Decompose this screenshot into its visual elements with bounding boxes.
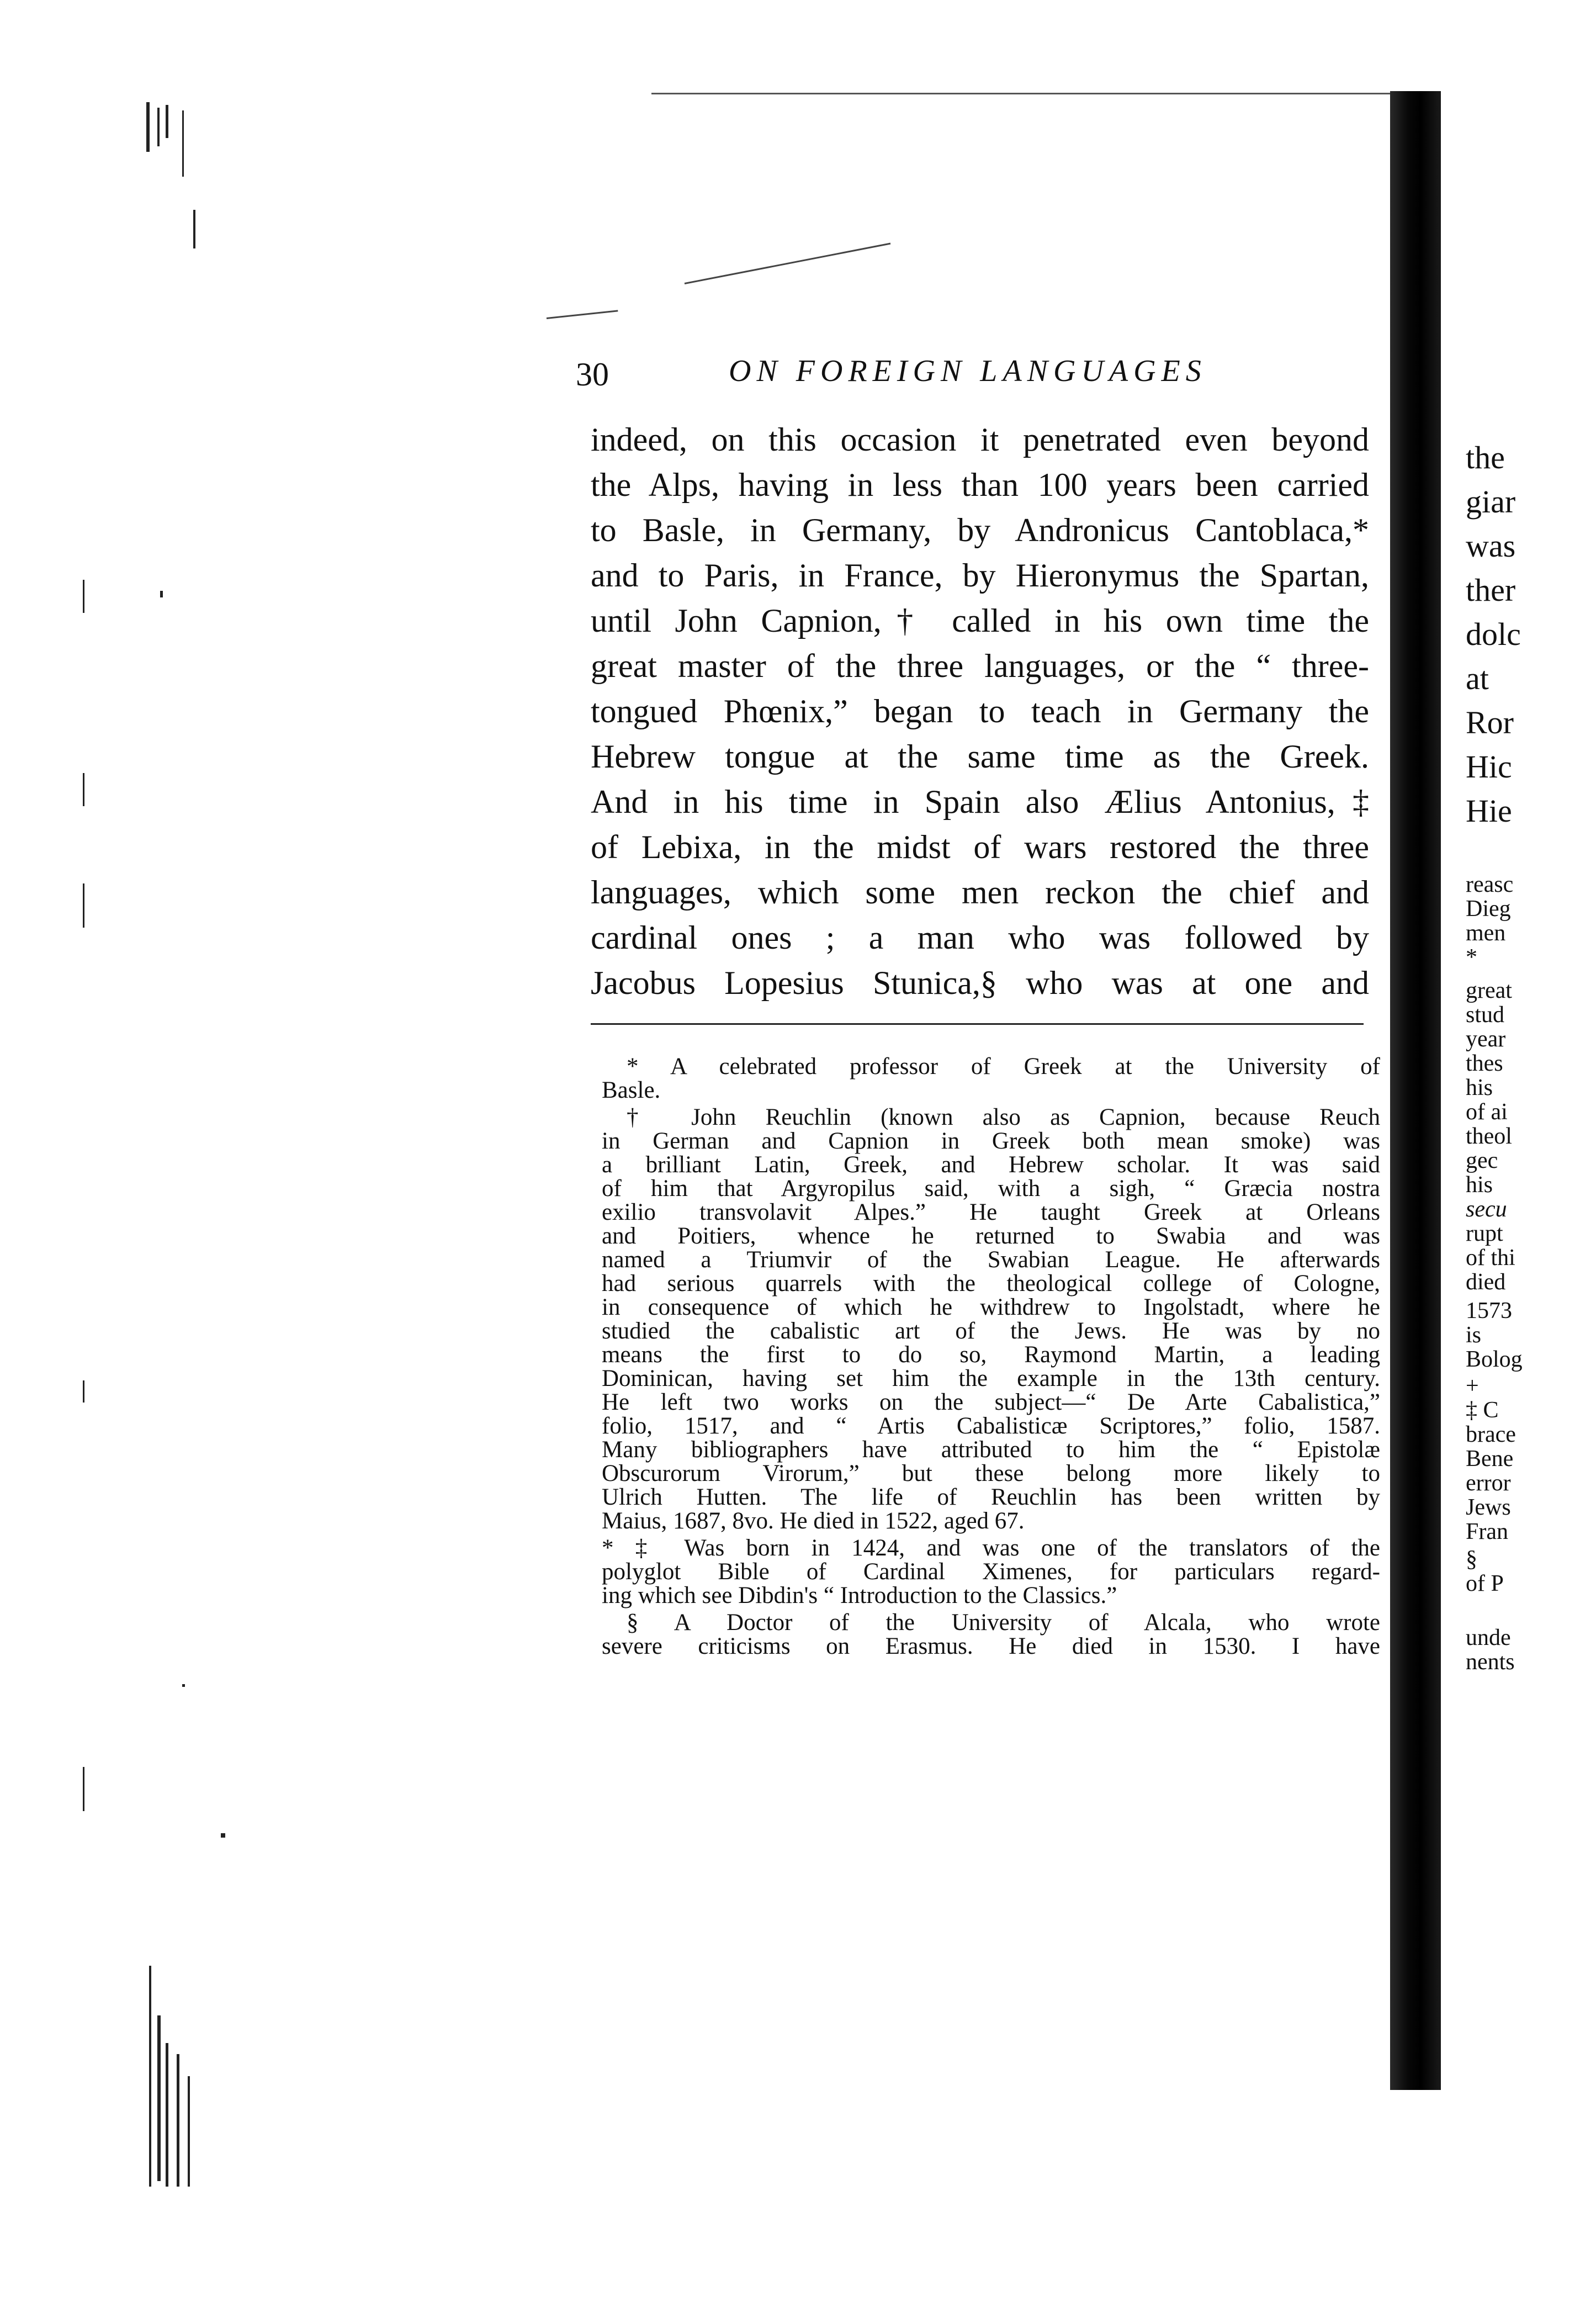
body-line: indeed, on this occasion it penetrated even beyond (591, 421, 1369, 458)
facing-line: 1573 (1466, 1298, 1512, 1324)
footnote-line: in consequence of which he withdrew to Ingolstadt, where he (602, 1294, 1380, 1320)
facing-line: nents (1466, 1649, 1515, 1675)
facing-line: Fran (1466, 1519, 1508, 1544)
footnote-line: exilio transvolavit Alpes.” He taught Greek at Orleans (602, 1199, 1380, 1225)
body-line: Hebrew tongue at the same time as the Greek. (591, 738, 1369, 775)
facing-line: his (1466, 1075, 1493, 1100)
footnote-line: Maius, 1687, 8vo. He died in 1522, aged 67. (602, 1508, 1025, 1534)
footnote-line: folio, 1517, and “ Artis Cabalisticæ Scriptores,” folio, 1587. (602, 1413, 1380, 1439)
scan-speck (166, 2043, 168, 2187)
footnote-line: and Poitiers, whence he returned to Swabia and was (602, 1223, 1380, 1249)
scan-speck (83, 1380, 84, 1403)
footnote-line: a brilliant Latin, Greek, and Hebrew scholar. It was said (602, 1152, 1380, 1178)
body-line: until John Capnion,† called in his own time the (591, 602, 1369, 639)
footnote-line: in German and Capnion in Greek both mean smoke) was (602, 1128, 1380, 1154)
facing-line: Bene (1466, 1446, 1514, 1472)
facing-line: gec (1466, 1148, 1498, 1173)
body-line: tongued Phœnix,” began to teach in Germany the (591, 693, 1369, 729)
facing-line: of ai (1466, 1099, 1508, 1125)
facing-line: error (1466, 1470, 1511, 1496)
footnote-line: He left two works on the subject—“ De Arte Cabalistica,” (602, 1389, 1380, 1415)
scan-speck (83, 883, 84, 928)
scan-line (547, 310, 618, 319)
body-line: to Basle, in Germany, by Andronicus Cantoblaca,* (591, 512, 1369, 548)
footnote-line: Basle. (602, 1077, 661, 1103)
facing-line: brace (1466, 1422, 1516, 1447)
facing-page-fragment (1466, 0, 1596, 2302)
scan-speck (177, 2054, 179, 2187)
footnote-line: means the first to do so, Raymond Martin, a leading (602, 1342, 1380, 1368)
scan-speck (188, 2076, 190, 2187)
page-number: 30 (576, 356, 609, 393)
facing-line: great (1466, 978, 1512, 1003)
footnote-line: § A Doctor of the University of Alcala, who wrote (627, 1610, 1380, 1636)
footnote-asterisk (602, 1055, 1380, 1102)
body-line: the Alps, having in less than 100 years been carried (591, 467, 1369, 503)
scan-speck (182, 1684, 185, 1687)
footnote-section (602, 1611, 1380, 1658)
facing-line: unde (1466, 1625, 1511, 1650)
footnote-line: * A celebrated professor of Greek at the University of (627, 1054, 1380, 1079)
footnote-line: Many bibliographers have attributed to him the “ Epistolæ (602, 1437, 1380, 1463)
scan-speck (157, 2015, 161, 2181)
facing-line: Hic (1466, 749, 1512, 785)
body-line: cardinal ones ; a man who was followed by (591, 919, 1369, 956)
footnote-line: severe criticisms on Erasmus. He died in 1530. I have (602, 1633, 1380, 1659)
footnote-double-dagger (602, 1536, 1380, 1607)
facing-line: + (1466, 1373, 1479, 1399)
facing-line: year (1466, 1026, 1506, 1052)
footnote-line: Obscurorum Virorum,” but these belong more likely to (602, 1460, 1380, 1486)
scan-speck (83, 580, 84, 613)
facing-line: his (1466, 1172, 1493, 1198)
footnote-line: had serious quarrels with the theological college of Cologne, (602, 1271, 1380, 1296)
scan-speck (193, 210, 195, 248)
body-line: great master of the three languages, or the “ three- (591, 648, 1369, 684)
footnote-line: Dominican, having set him the example in the 13th century. (602, 1366, 1380, 1391)
scan-speck (160, 591, 163, 597)
footnote-line: † John Reuchlin (known also as Capnion, because Reuch (627, 1104, 1380, 1130)
footnote-line: Ulrich Hutten. The life of Reuchlin has been written by (602, 1484, 1380, 1510)
body-line: And in his time in Spain also Ælius Antonius,‡ (591, 784, 1369, 820)
footnote-line: ing which see Dibdin's “ Introduction to the Classics.” (602, 1583, 1117, 1608)
footnote-line: named a Triumvir of the Swabian League. He afterwards (602, 1247, 1380, 1273)
facing-line: the (1466, 440, 1505, 475)
facing-line: at (1466, 660, 1489, 696)
facing-line: secu (1466, 1197, 1507, 1222)
scan-speck (166, 105, 168, 138)
body-line: languages, which some men reckon the chief and (591, 874, 1369, 911)
body-text (591, 417, 1369, 1006)
facing-line: ther (1466, 572, 1516, 608)
facing-line: reasc (1466, 872, 1514, 897)
facing-line: thes (1466, 1051, 1503, 1076)
facing-line: of P (1466, 1571, 1504, 1596)
facing-line: Bolog (1466, 1347, 1523, 1372)
footnote-line: * ‡ Was born in 1424, and was one of the translators of the (602, 1535, 1380, 1561)
body-line: of Lebixa, in the midst of wars restored the three (591, 829, 1369, 865)
scan-speck (149, 1966, 151, 2187)
scan-speck (83, 773, 84, 806)
body-line: and to Paris, in France, by Hieronymus the Spartan, (591, 557, 1369, 594)
footnote-line: polyglot Bible of Cardinal Ximenes, for particulars regard- (602, 1559, 1380, 1585)
footnote-line: studied the cabalistic art of the Jews. He was by no (602, 1318, 1380, 1344)
facing-line: giar (1466, 484, 1516, 520)
facing-line: is (1466, 1322, 1482, 1348)
scan-speck (157, 108, 160, 146)
facing-line: Jews (1466, 1495, 1511, 1520)
facing-line: rupt (1466, 1221, 1503, 1246)
facing-line: was (1466, 528, 1516, 564)
facing-line: ‡ C (1466, 1398, 1499, 1423)
facing-line: theol (1466, 1124, 1512, 1149)
footnote-dagger (602, 1105, 1380, 1533)
running-head: ON FOREIGN LANGUAGES (729, 354, 1207, 388)
facing-line: stud (1466, 1002, 1505, 1028)
scan-speck (146, 102, 150, 152)
scan-line (685, 243, 891, 284)
footnote-line: of him that Argyropilus said, with a sigh, “ Græcia nostra (602, 1176, 1380, 1202)
facing-line: Hie (1466, 793, 1512, 829)
facing-line: died (1466, 1269, 1506, 1295)
body-line: Jacobus Lopesius Stunica,§ who was at one and (591, 965, 1369, 1001)
facing-line: * (1466, 945, 1477, 970)
facing-line: § (1466, 1547, 1477, 1572)
facing-line: Dieg (1466, 896, 1511, 922)
scan-speck (83, 1767, 84, 1811)
facing-line: of thi (1466, 1245, 1515, 1271)
facing-line: men (1466, 920, 1506, 946)
footnotes (602, 1055, 1380, 1661)
facing-line: Ror (1466, 705, 1514, 740)
facing-line: dolc (1466, 616, 1521, 652)
scan-line (651, 93, 1413, 94)
scan-speck (182, 110, 184, 177)
binding-gutter (1390, 91, 1441, 2090)
footnote-rule (591, 1023, 1364, 1025)
scan-speck (221, 1833, 225, 1838)
